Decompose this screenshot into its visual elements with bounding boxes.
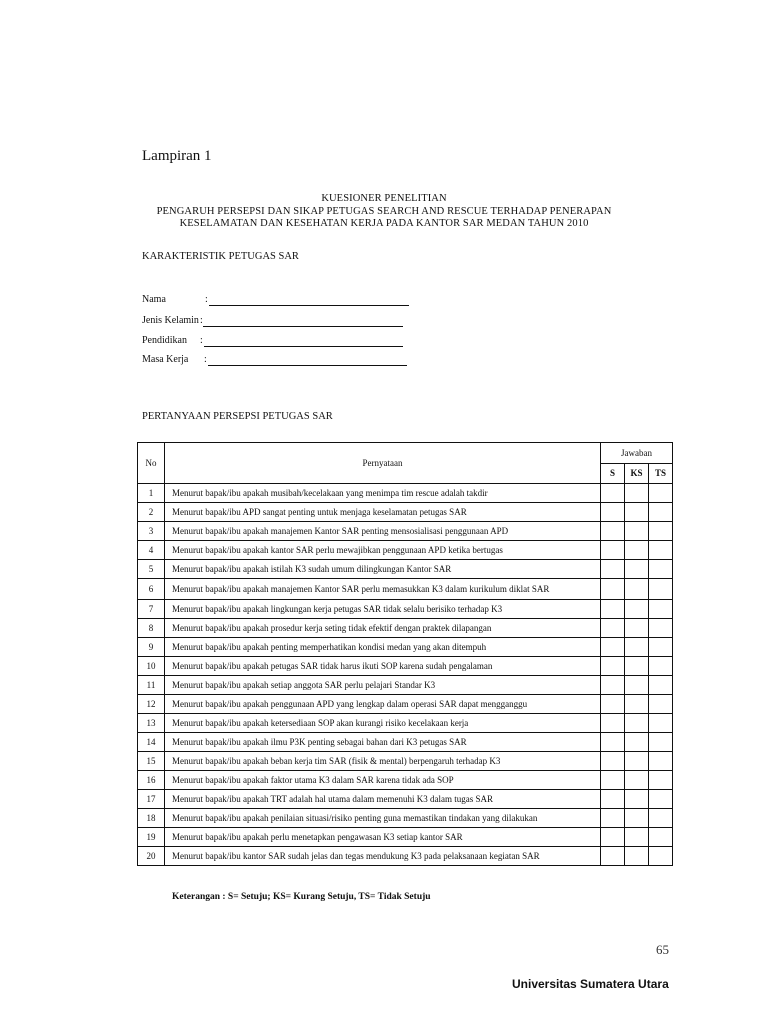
answer-cell-ks[interactable] <box>625 847 649 866</box>
answer-cell-s[interactable] <box>601 600 625 619</box>
row-statement: Menurut bapak/ibu apakah setiap anggota SAR perlu pelajari Standar K3 <box>165 676 601 695</box>
row-statement: Menurut bapak/ibu APD sangat penting untuk menjaga keselamatan petugas SAR <box>165 503 601 522</box>
table-row <box>138 771 673 790</box>
table-row <box>138 522 673 541</box>
answer-cell-s[interactable] <box>601 579 625 600</box>
table-row <box>138 503 673 522</box>
row-statement: Menurut bapak/ibu apakah ilmu P3K penting sebagai bahan dari K3 petugas SAR <box>165 733 601 752</box>
row-number: 3 <box>138 522 165 541</box>
answer-cell-ks[interactable] <box>625 809 649 828</box>
row-statement: Menurut bapak/ibu apakah penting memperhatikan kondisi medan yang akan ditempuh <box>165 638 601 657</box>
answer-cell-ks[interactable] <box>625 541 649 560</box>
table-row <box>138 695 673 714</box>
answer-line[interactable] <box>209 305 409 306</box>
answer-cell-ks[interactable] <box>625 619 649 638</box>
title-line-1: KUESIONER PENELITIAN <box>321 193 447 204</box>
answer-cell-ks[interactable] <box>625 714 649 733</box>
section-questions-title: PERTANYAAN PERSEPSI PETUGAS SAR <box>142 411 333 422</box>
field-nama[interactable] <box>142 294 442 308</box>
row-statement: Menurut bapak/ibu apakah perlu menetapkan pengawasan K3 setiap kantor SAR <box>165 828 601 847</box>
row-statement: Menurut bapak/ibu apakah prosedur kerja seting tidak efektif dengan praktek dilapangan <box>165 619 601 638</box>
row-statement: Menurut bapak/ibu apakah kantor SAR perlu mewajibkan penggunaan APD ketika bertugas <box>165 541 601 560</box>
table-row <box>138 619 673 638</box>
row-statement: Menurut bapak/ibu apakah penilaian situasi/risiko penting guna memastikan tindakan yang dilakukan <box>165 809 601 828</box>
answer-cell-ks[interactable] <box>625 600 649 619</box>
row-statement: Menurut bapak/ibu apakah musibah/kecelakaan yang menimpa tim rescue adalah takdir <box>165 484 601 503</box>
row-statement: Menurut bapak/ibu apakah TRT adalah hal utama dalam memenuhi K3 dalam tugas SAR <box>165 790 601 809</box>
row-number: 5 <box>138 560 165 579</box>
row-number: 18 <box>138 809 165 828</box>
row-statement: Menurut bapak/ibu apakah beban kerja tim SAR (fisik & mental) berpengaruh terhadap K3 <box>165 752 601 771</box>
field-colon: : <box>200 335 203 346</box>
answer-cell-ts[interactable] <box>649 541 673 560</box>
answer-cell-s[interactable] <box>601 676 625 695</box>
answer-cell-ts[interactable] <box>649 522 673 541</box>
answer-cell-ts[interactable] <box>649 790 673 809</box>
answer-cell-ts[interactable] <box>649 619 673 638</box>
row-statement: Menurut bapak/ibu apakah lingkungan kerja petugas SAR tidak selalu berisiko terhadap K3 <box>165 600 601 619</box>
table-row <box>138 733 673 752</box>
answer-cell-ks[interactable] <box>625 771 649 790</box>
row-number: 14 <box>138 733 165 752</box>
row-number: 16 <box>138 771 165 790</box>
section-characteristics-title: KARAKTERISTIK PETUGAS SAR <box>142 251 299 262</box>
answer-cell-ts[interactable] <box>649 657 673 676</box>
answer-cell-s[interactable] <box>601 560 625 579</box>
answer-cell-s[interactable] <box>601 714 625 733</box>
row-number: 19 <box>138 828 165 847</box>
title-line-3: KESELAMATAN DAN KESEHATAN KERJA PADA KANTOR SAR MEDAN TAHUN 2010 <box>179 218 589 229</box>
answer-cell-ts[interactable] <box>649 484 673 503</box>
answer-cell-ts[interactable] <box>649 771 673 790</box>
answer-line[interactable] <box>203 326 403 327</box>
answer-cell-ks[interactable] <box>625 657 649 676</box>
answer-cell-ts[interactable] <box>649 828 673 847</box>
answer-cell-ts[interactable] <box>649 560 673 579</box>
title-line-2: PENGARUH PERSEPSI DAN SIKAP PETUGAS SEARCH AND RESCUE TERHADAP PENERAPAN <box>156 206 612 217</box>
answer-cell-ts[interactable] <box>649 695 673 714</box>
table-row <box>138 600 673 619</box>
field-label: Masa Kerja <box>142 354 189 365</box>
header-option-ks: KS <box>625 463 649 484</box>
row-statement: Menurut bapak/ibu apakah istilah K3 sudah umum dilingkungan Kantor SAR <box>165 560 601 579</box>
row-statement: Menurut bapak/ibu apakah petugas SAR tidak harus ikuti SOP karena sudah pengalaman <box>165 657 601 676</box>
header-option-s: S <box>601 463 625 484</box>
row-number: 17 <box>138 790 165 809</box>
field-pendidikan[interactable] <box>142 335 442 349</box>
row-number: 11 <box>138 676 165 695</box>
row-statement: Menurut bapak/ibu apakah ketersediaan SOP akan kurangi risiko kecelakaan kerja <box>165 714 601 733</box>
answer-cell-ks[interactable] <box>625 503 649 522</box>
university-footer: Universitas Sumatera Utara <box>512 977 669 991</box>
answer-cell-ts[interactable] <box>649 847 673 866</box>
answer-cell-s[interactable] <box>601 828 625 847</box>
answer-cell-ts[interactable] <box>649 638 673 657</box>
field-label: Nama <box>142 294 166 305</box>
row-number: 2 <box>138 503 165 522</box>
answer-cell-ts[interactable] <box>649 733 673 752</box>
answer-cell-s[interactable] <box>601 771 625 790</box>
row-number: 8 <box>138 619 165 638</box>
answer-cell-ks[interactable] <box>625 579 649 600</box>
table-row <box>138 484 673 503</box>
table-row <box>138 828 673 847</box>
row-statement: Menurut bapak/ibu apakah penggunaan APD yang lengkap dalam operasi SAR dapat mengganggu <box>165 695 601 714</box>
row-number: 20 <box>138 847 165 866</box>
answer-cell-ks[interactable] <box>625 484 649 503</box>
answer-cell-ts[interactable] <box>649 579 673 600</box>
row-statement: Menurut bapak/ibu kantor SAR sudah jelas dan tegas mendukung K3 pada pelaksanaan kegiatan SAR <box>165 847 601 866</box>
answer-cell-ts[interactable] <box>649 676 673 695</box>
field-jenis-kelamin[interactable] <box>142 315 442 329</box>
answer-cell-ks[interactable] <box>625 676 649 695</box>
answer-cell-s[interactable] <box>601 657 625 676</box>
answer-cell-s[interactable] <box>601 752 625 771</box>
table-row <box>138 847 673 866</box>
answer-cell-ks[interactable] <box>625 560 649 579</box>
row-number: 15 <box>138 752 165 771</box>
header-answer: Jawaban <box>601 443 673 464</box>
answer-cell-s[interactable] <box>601 790 625 809</box>
table-row <box>138 676 673 695</box>
field-label: Pendidikan <box>142 335 187 346</box>
field-colon: : <box>205 294 208 305</box>
table-row <box>138 541 673 560</box>
answer-cell-ks[interactable] <box>625 790 649 809</box>
table-row <box>138 790 673 809</box>
row-number: 13 <box>138 714 165 733</box>
row-number: 12 <box>138 695 165 714</box>
answer-cell-s[interactable] <box>601 484 625 503</box>
answer-cell-ks[interactable] <box>625 828 649 847</box>
table-row <box>138 638 673 657</box>
answer-cell-s[interactable] <box>601 638 625 657</box>
answer-cell-s[interactable] <box>601 541 625 560</box>
table-row <box>138 714 673 733</box>
answer-cell-ts[interactable] <box>649 714 673 733</box>
row-number: 10 <box>138 657 165 676</box>
answer-cell-s[interactable] <box>601 503 625 522</box>
row-statement: Menurut bapak/ibu apakah manajemen Kantor SAR penting mensosialisasi penggunaan APD <box>165 522 601 541</box>
row-number: 4 <box>138 541 165 560</box>
answer-cell-s[interactable] <box>601 619 625 638</box>
row-number: 9 <box>138 638 165 657</box>
field-masa-kerja[interactable] <box>142 354 442 368</box>
header-no: No <box>138 443 165 484</box>
table-row <box>138 579 673 600</box>
row-number: 7 <box>138 600 165 619</box>
answer-cell-ks[interactable] <box>625 638 649 657</box>
table-row <box>138 752 673 771</box>
field-colon: : <box>204 354 207 365</box>
questionnaire-table <box>137 442 673 866</box>
appendix-heading: Lampiran 1 <box>142 148 212 164</box>
answer-cell-ks[interactable] <box>625 752 649 771</box>
answer-cell-s[interactable] <box>601 695 625 714</box>
answer-cell-ts[interactable] <box>649 600 673 619</box>
answer-cell-s[interactable] <box>601 522 625 541</box>
answer-cell-ks[interactable] <box>625 733 649 752</box>
answer-cell-ts[interactable] <box>649 752 673 771</box>
answer-cell-s[interactable] <box>601 809 625 828</box>
answer-line[interactable] <box>204 346 403 347</box>
table-row <box>138 809 673 828</box>
answer-line[interactable] <box>208 365 407 366</box>
answer-cell-ks[interactable] <box>625 522 649 541</box>
header-statement: Pernyataan <box>165 443 601 484</box>
row-statement: Menurut bapak/ibu apakah faktor utama K3 dalam SAR karena tidak ada SOP <box>165 771 601 790</box>
table-row <box>138 560 673 579</box>
answer-cell-ks[interactable] <box>625 695 649 714</box>
answer-cell-ts[interactable] <box>649 809 673 828</box>
field-colon: : <box>200 315 203 326</box>
answer-cell-s[interactable] <box>601 847 625 866</box>
page-number: 65 <box>656 942 669 957</box>
row-number: 1 <box>138 484 165 503</box>
field-label: Jenis Kelamin <box>142 315 199 326</box>
answer-cell-s[interactable] <box>601 733 625 752</box>
answer-cell-ts[interactable] <box>649 503 673 522</box>
table-row <box>138 657 673 676</box>
row-statement: Menurut bapak/ibu apakah manajemen Kantor SAR perlu memasukkan K3 dalam kurikulum diklat SAR <box>165 579 601 600</box>
header-option-ts: TS <box>649 463 673 484</box>
row-number: 6 <box>138 579 165 600</box>
legend: Keterangan : S= Setuju; KS= Kurang Setuju, TS= Tidak Setuju <box>172 892 431 902</box>
